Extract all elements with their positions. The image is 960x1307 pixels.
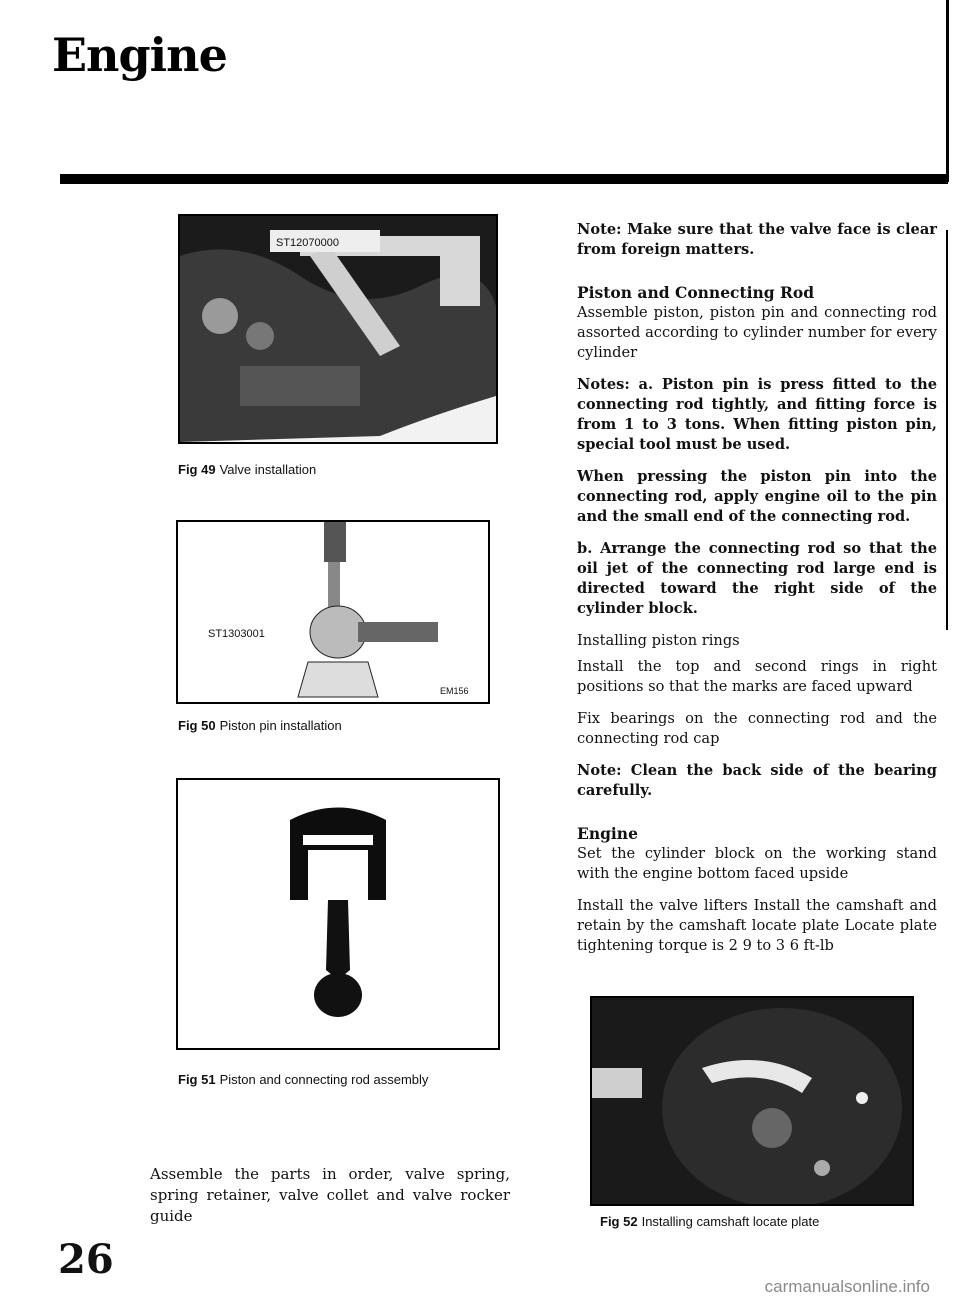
notes-b: b. Arrange the connecting rod so that the oil jet of the connecting rod large end is directed toward the right side of the cylinder block. [577, 540, 937, 617]
piston-pin-diagram [178, 522, 488, 702]
figure-49-number: Fig 49 [178, 462, 216, 477]
notes-a: Notes: a. Piston pin is press fitted to the connecting rod tightly, and fitting force is from 1 to 3 tons. When fitting piston pin, special tool must be used. [577, 376, 937, 453]
fig49-tool-label: ST12070000 [276, 237, 339, 249]
watermark: carmanualsonline.info [764, 1277, 930, 1296]
fig50-tool-label: ST1303001 [208, 628, 265, 640]
figure-51-caption [178, 1072, 428, 1087]
right-edge-line [946, 0, 949, 182]
note-bearing: Note: Clean the back side of the bearing carefully. [577, 762, 937, 799]
right-edge-line-lower [946, 230, 948, 630]
figure-49-caption [178, 462, 316, 477]
page-title: Engine [52, 28, 227, 82]
figure-50-piston-pin-installation [176, 520, 490, 704]
piston-rod-photo [178, 780, 498, 1048]
engine-body: Set the cylinder block on the working stand with the engine bottom faced upside [577, 845, 937, 882]
piston-rod-heading: Piston and Connecting Rod [577, 283, 815, 302]
piston-rod-body: Assemble piston, piston pin and connecting rod assorted according to cylinder number for every cylinder [577, 304, 937, 361]
figure-52-number: Fig 52 [600, 1214, 638, 1229]
pressing-note: When pressing the piston pin into the connecting rod, apply engine oil to the pin and the small end of the connecting rod. [577, 468, 937, 525]
figure-50-caption-text: Piston pin installation [219, 718, 342, 733]
bearings-body: Fix bearings on the connecting rod and the connecting rod cap [577, 710, 937, 747]
fig50-code: EM156 [440, 686, 469, 696]
figure-52-caption [600, 1214, 819, 1229]
figure-51-piston-connecting-rod [176, 778, 500, 1050]
figure-50-number: Fig 50 [178, 718, 216, 733]
valve-installation-photo [180, 216, 496, 442]
figure-50-caption [178, 718, 342, 733]
figure-52-caption-text: Installing camshaft locate plate [641, 1214, 820, 1229]
rings-heading: Installing piston rings [577, 632, 740, 649]
lifters-body: Install the valve lifters Install the camshaft and retain by the camshaft locate plate Locate plate tightening torque is 2 9 to 3 6 ft-lb [577, 897, 937, 954]
right-text-column [577, 220, 937, 968]
rings-body: Install the top and second rings in right positions so that the marks are faced upward [577, 658, 937, 695]
figure-49-valve-installation [178, 214, 498, 444]
camshaft-photo [592, 998, 912, 1204]
figure-51-number: Fig 51 [178, 1072, 216, 1087]
figure-49-caption-text: Valve installation [219, 462, 317, 477]
figure-51-caption-text: Piston and connecting rod assembly [219, 1072, 429, 1087]
header-rule [60, 174, 948, 184]
figure-52-camshaft-locate-plate [590, 996, 914, 1206]
note-valve-face: Note: Make sure that the valve face is clear from foreign matters. [577, 221, 937, 258]
page-number: 26 [58, 1236, 114, 1283]
bottom-left-paragraph: Assemble the parts in order, valve spring, spring retainer, valve collet and valve rocker guide [150, 1165, 510, 1225]
engine-heading: Engine [577, 824, 638, 843]
